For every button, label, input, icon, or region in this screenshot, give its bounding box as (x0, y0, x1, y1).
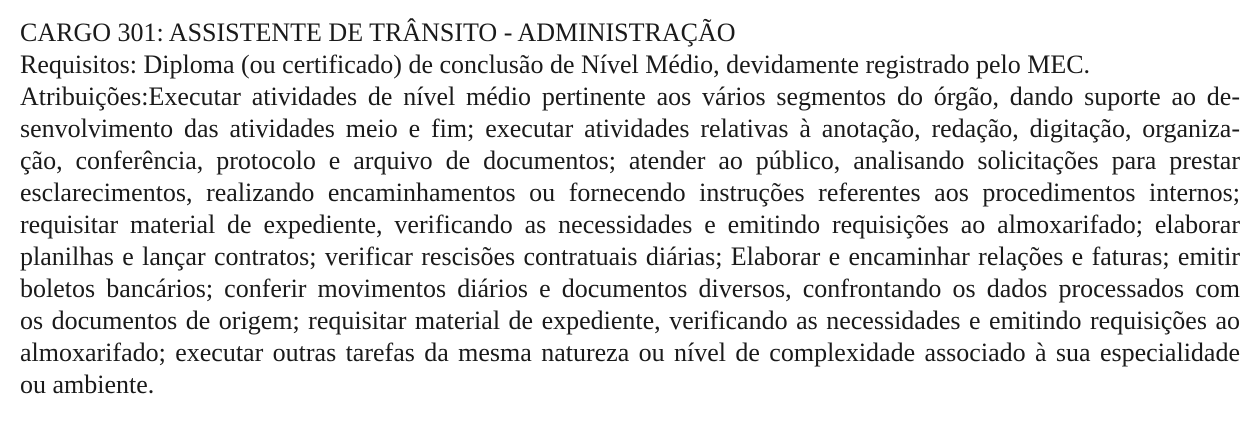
atribuicoes-line: planilhas e lançar contratos; verificar rescisões contratuais diárias; Elaborar e encaminhar relações e faturas; emitir (20, 242, 1240, 271)
atribuicoes-last-line: ou ambiente. (20, 370, 155, 399)
atribuicoes-line: requisitar material de expediente, verificando as necessidades e emitindo requisições ao almoxarifado; elaborar (20, 210, 1240, 239)
atribuicoes-paragraph (20, 81, 1240, 401)
atribuicoes-line: esclarecimentos, realizando encaminhamentos ou fornecendo instruções referentes aos procedimentos internos; (20, 178, 1240, 207)
cargo-title: CARGO 301: ASSISTENTE DE TRÂNSITO - ADMINISTRAÇÃO (20, 18, 736, 47)
atribuicoes-line: Atribuições:Executar atividades de nível médio pertinente aos vários segmentos do órgão, dando suporte ao de- (20, 82, 1240, 111)
atribuicoes-line: almoxarifado; executar outras tarefas da mesma natureza ou nível de complexidade associado à sua especialidade (20, 338, 1240, 367)
atribuicoes-line: os documentos de origem; requisitar material de expediente, verificando as necessidades e emitindo requisições ao (20, 306, 1240, 335)
atribuicoes-line: senvolvimento das atividades meio e fim; executar atividades relativas à anotação, redação, digitação, organiza- (20, 114, 1240, 143)
atribuicoes-line: boletos bancários; conferir movimentos diários e documentos diversos, confrontando os dados processados com (20, 274, 1240, 303)
requisitos-line: Requisitos: Diploma (ou certificado) de conclusão de Nível Médio, devidamente registrado pelo MEC. (20, 50, 1091, 79)
atribuicoes-line: ção, conferência, protocolo e arquivo de documentos; atender ao público, analisando solicitações para prestar (20, 146, 1240, 175)
